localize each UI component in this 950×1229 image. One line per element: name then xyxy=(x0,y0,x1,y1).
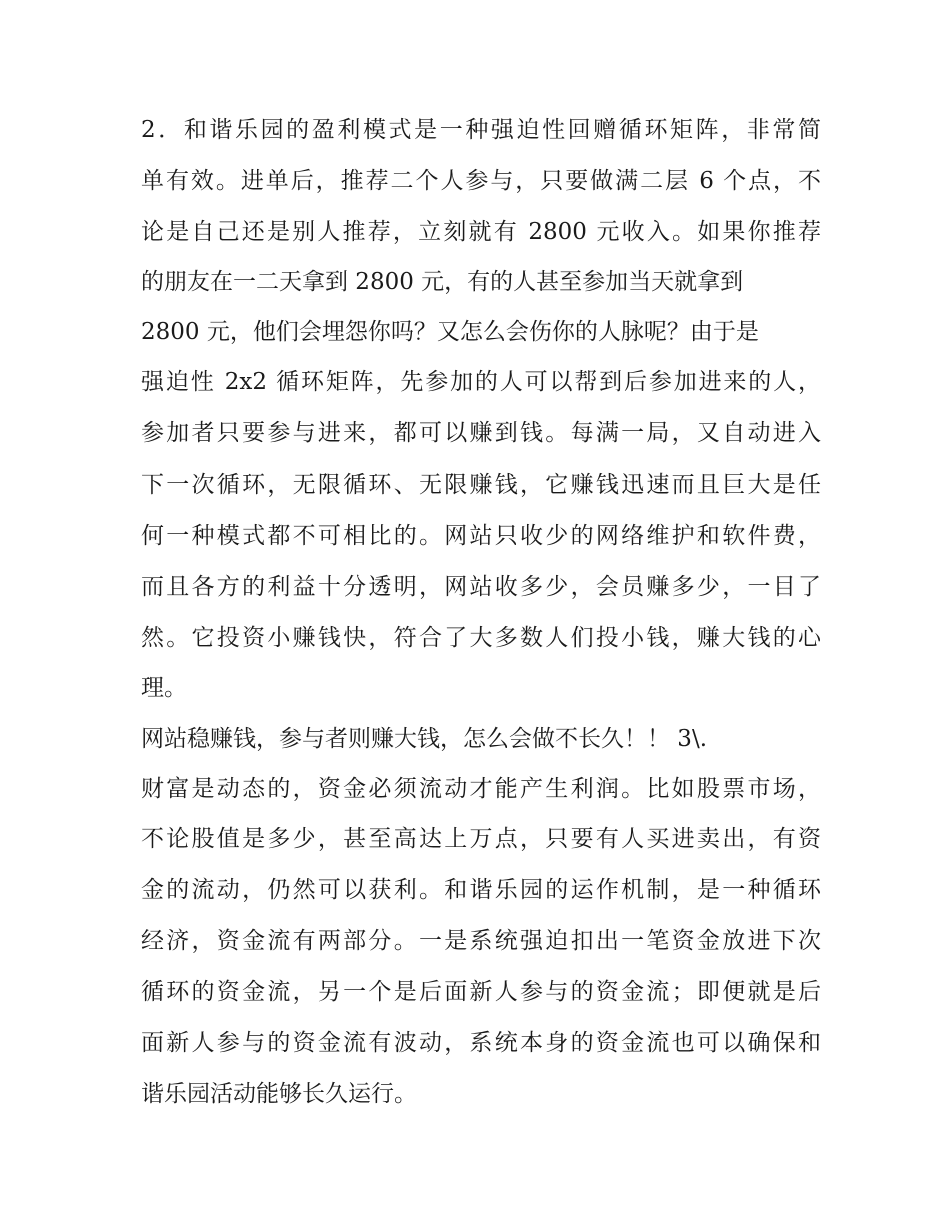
paragraph-3-line: 不论股值是多少，甚至高达上万点，只要有人买进卖出，有资 xyxy=(141,826,821,852)
paragraph-3-line: 循环的资金流，另一个是后面新人参与的资金流；即便就是后 xyxy=(141,979,821,1005)
paragraph-2-line: 论是自己还是别人推荐，立刻就有 2800 元收入。如果你推荐 xyxy=(141,219,821,245)
paragraph-3-line: 金的流动，仍然可以获利。和谐乐园的运作机制，是一种循环 xyxy=(141,877,821,903)
paragraph-2-line: 强迫性 2x2 循环矩阵，先参加的人可以帮到后参加进来的人， xyxy=(141,369,821,395)
paragraph-2-line: 2800 元，他们会埋怨你吗？又怎么会伤你的人脉呢？由于是 xyxy=(141,319,759,345)
paragraph-2-line: 下一次循环，无限循环、无限赚钱，它赚钱迅速而且巨大是任 xyxy=(141,472,821,498)
paragraph-3-line: 经济，资金流有两部分。一是系统强迫扣出一笔资金放进下次 xyxy=(141,928,821,954)
paragraph-2-line: 参加者只要参与进来，都可以赚到钱。每满一局，又自动进入 xyxy=(141,420,821,446)
paragraph-2-line: 理。 xyxy=(141,675,187,701)
paragraph-2-line: 2．和谐乐园的盈利模式是一种强迫性回赠循环矩阵，非常简 xyxy=(141,117,821,143)
paragraph-3-line: 谐乐园活动能够长久运行。 xyxy=(141,1081,417,1107)
paragraph-3-line: 面新人参与的资金流有波动，系统本身的资金流也可以确保和 xyxy=(141,1030,821,1056)
paragraph-2-line: 而且各方的利益十分透明，网站收多少，会员赚多少，一目了 xyxy=(141,574,821,600)
paragraph-3-line: 财富是动态的，资金必须流动才能产生利润。比如股票市场， xyxy=(141,776,821,802)
paragraph-2-line: 单有效。进单后，推荐二个人参与，只要做满二层 6 个点，不 xyxy=(141,168,821,194)
paragraph-2-line: 然。它投资小赚钱快，符合了大多数人们投小钱，赚大钱的心 xyxy=(141,625,821,651)
paragraph-2-line: 的朋友在一二天拿到 2800 元，有的人甚至参加当天就拿到 xyxy=(141,269,744,295)
paragraph-2-line: 何一种模式都不可相比的。网站只收少的网络维护和软件费， xyxy=(141,523,821,549)
standalone-line: 网站稳赚钱，参与者则赚大钱，怎么会做不长久！！ 3\. xyxy=(141,726,708,752)
